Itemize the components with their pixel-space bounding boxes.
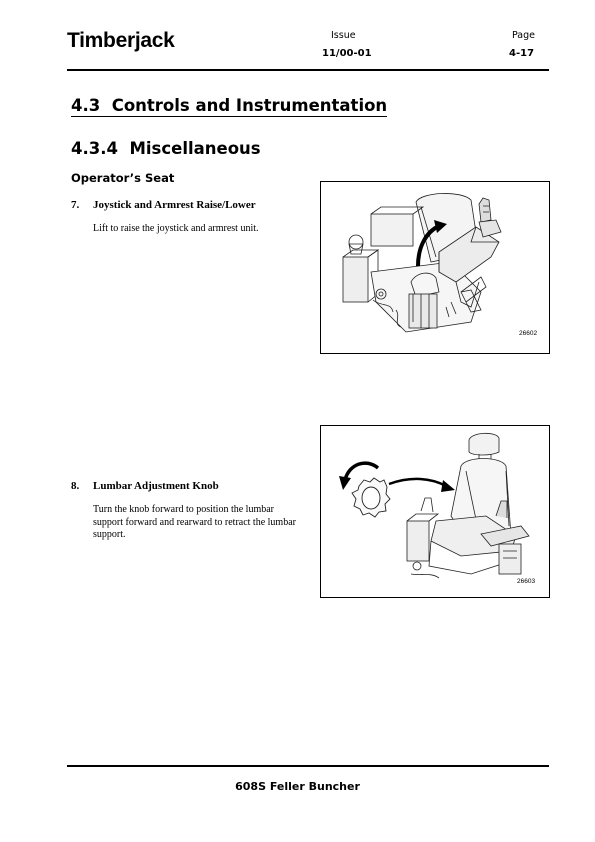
figure-lumbar-knob [320, 425, 550, 598]
page-label: Page [512, 30, 535, 41]
item-7-title [71, 199, 256, 211]
item-8-number: 8. [71, 480, 80, 492]
brand-logo: Timberjack [67, 29, 175, 52]
group-heading: Operator’s Seat [71, 171, 175, 185]
figure-7-id: 26602 [519, 330, 538, 337]
figure-joystick-armrest [320, 181, 550, 354]
figure-8-id: 26603 [517, 578, 536, 585]
item-8-body: Turn the knob forward to position the lumbar support forward and rearward to retract the lumbar support. [93, 504, 296, 540]
section-title: 4.3 Controls and Instrumentation [71, 96, 388, 115]
footer-divider [67, 765, 549, 767]
subsection-title: 4.3.4 Miscellaneous [71, 139, 261, 158]
joystick-armrest-illustration [321, 182, 549, 353]
page-number: 4-17 [509, 48, 535, 59]
document-title: 608S Feller Buncher [235, 780, 360, 793]
item-7-body: Lift to raise the joystick and armrest unit. [93, 223, 259, 234]
header-divider [67, 69, 549, 71]
issue-value: 11/00-01 [322, 48, 372, 59]
issue-label: Issue [331, 30, 356, 41]
lumbar-knob-illustration [321, 426, 549, 597]
item-7-title-text: Joystick and Armrest Raise/Lower [93, 199, 256, 211]
item-8-title [71, 480, 219, 492]
item-8-title-text: Lumbar Adjustment Knob [93, 480, 219, 492]
item-7-number: 7. [71, 199, 80, 211]
